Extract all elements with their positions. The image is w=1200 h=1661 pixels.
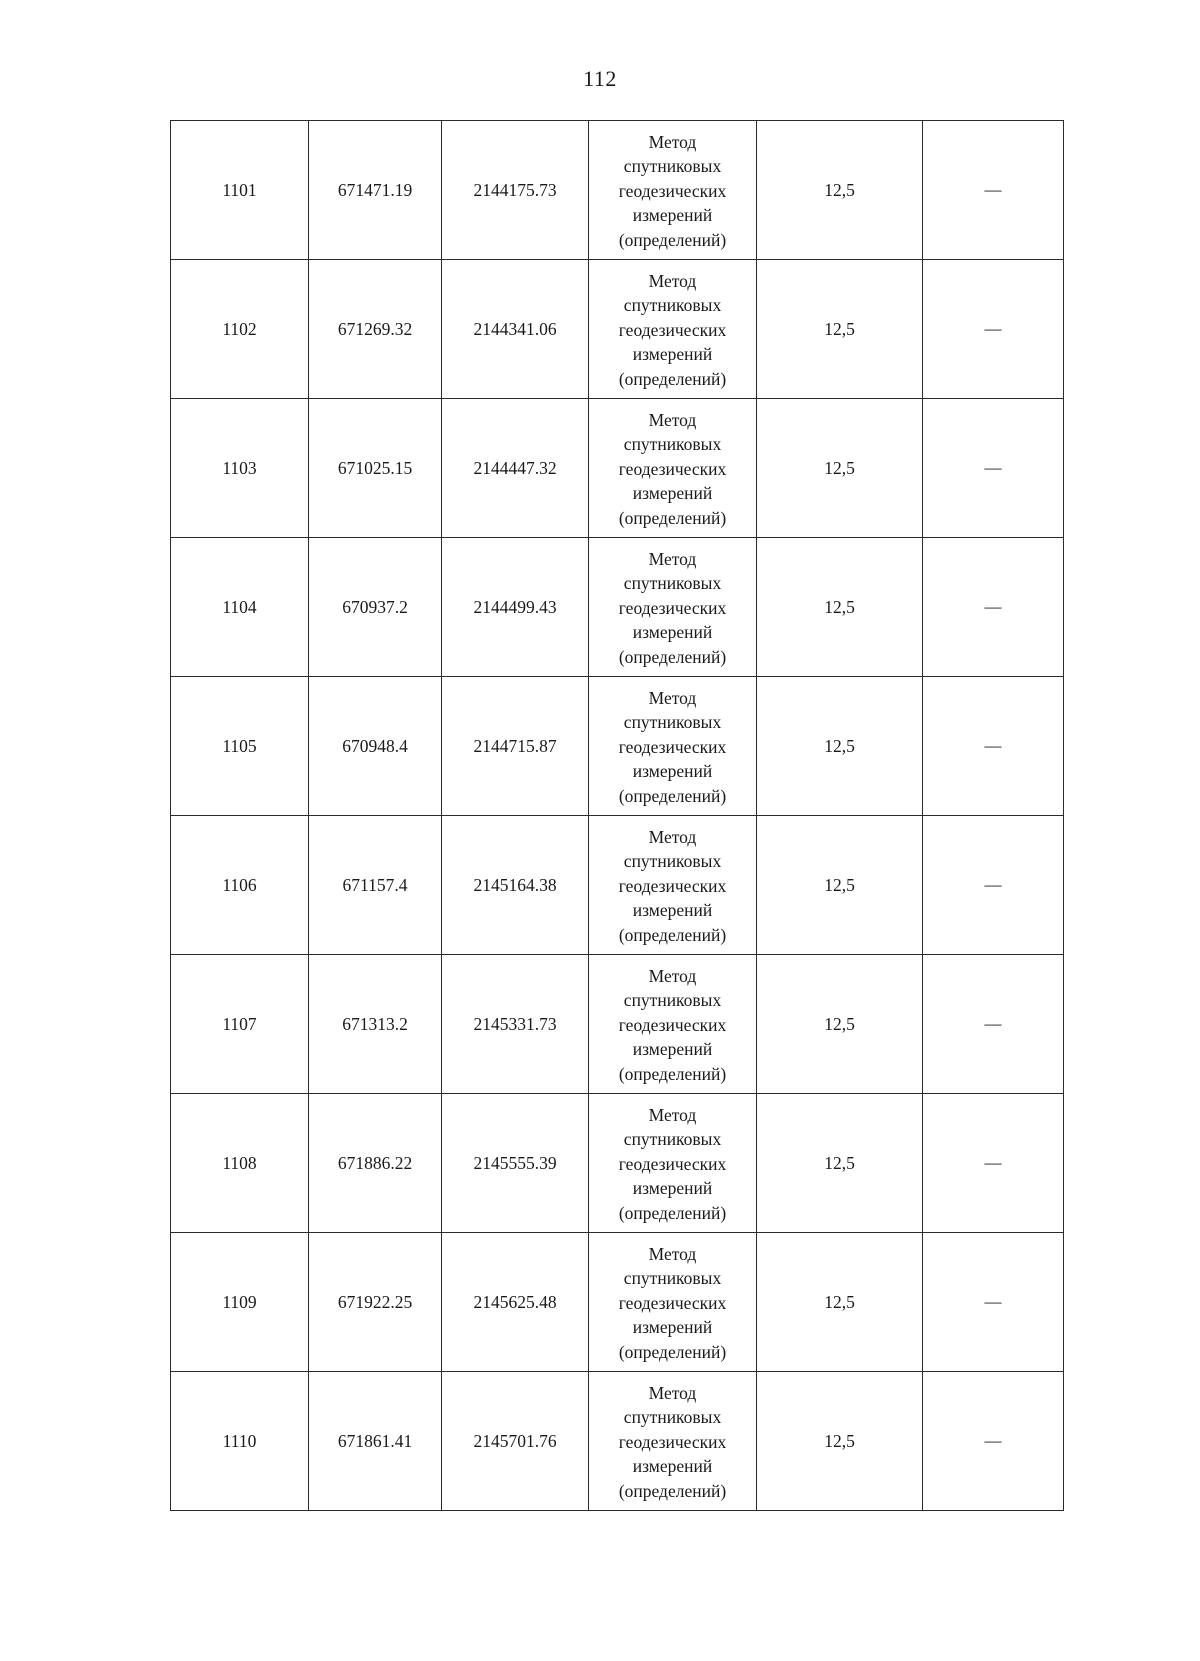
y-coordinate-cell: 2145555.39 xyxy=(442,1094,589,1233)
table-row xyxy=(171,538,1064,677)
point-number-cell: 1108 xyxy=(171,1094,309,1233)
point-number-cell: 1107 xyxy=(171,955,309,1094)
method-line: измерений xyxy=(632,1039,713,1060)
method-line: Метод xyxy=(648,1382,697,1403)
point-number-cell: 1104 xyxy=(171,538,309,677)
extra-cell xyxy=(923,955,1064,1094)
x-coordinate-cell: 671157.4 xyxy=(309,816,442,955)
method-cell xyxy=(589,260,757,399)
accuracy-cell: 12,5 xyxy=(757,538,923,677)
method-line: спутниковых xyxy=(623,573,722,594)
method-cell xyxy=(589,399,757,538)
dash-value: — xyxy=(984,1292,1002,1312)
dash-value: — xyxy=(984,736,1002,756)
method-line: геодезических xyxy=(618,1014,727,1035)
method-line: (определений) xyxy=(618,1202,727,1223)
method-line: спутниковых xyxy=(623,712,722,733)
method-line: геодезических xyxy=(618,736,727,757)
x-coordinate-cell: 671269.32 xyxy=(309,260,442,399)
method-line: геодезических xyxy=(618,1292,727,1313)
method-cell xyxy=(589,955,757,1094)
method-line: спутниковых xyxy=(623,1268,722,1289)
method-line: Метод xyxy=(648,409,697,430)
y-coordinate-cell: 2144447.32 xyxy=(442,399,589,538)
method-line: спутниковых xyxy=(623,295,722,316)
method-line: измерений xyxy=(632,761,713,782)
method-line: Метод xyxy=(648,548,697,569)
table-row xyxy=(171,260,1064,399)
table-row xyxy=(171,677,1064,816)
method-cell xyxy=(589,538,757,677)
method-line: измерений xyxy=(632,1456,713,1477)
method-line: Метод xyxy=(648,965,697,986)
method-line: Метод xyxy=(648,1243,697,1264)
accuracy-cell: 12,5 xyxy=(757,399,923,538)
dash-value: — xyxy=(984,319,1002,339)
point-number-cell: 1106 xyxy=(171,816,309,955)
method-line: измерений xyxy=(632,622,713,643)
dash-value: — xyxy=(984,1014,1002,1034)
accuracy-cell: 12,5 xyxy=(757,816,923,955)
extra-cell xyxy=(923,260,1064,399)
method-cell xyxy=(589,1233,757,1372)
point-number-cell: 1103 xyxy=(171,399,309,538)
table-row xyxy=(171,1233,1064,1372)
x-coordinate-cell: 671861.41 xyxy=(309,1372,442,1511)
method-line: спутниковых xyxy=(623,156,722,177)
accuracy-cell: 12,5 xyxy=(757,955,923,1094)
x-coordinate-cell: 671886.22 xyxy=(309,1094,442,1233)
page-number: 112 xyxy=(583,66,617,91)
table-row xyxy=(171,121,1064,260)
method-line: геодезических xyxy=(618,319,727,340)
method-line: (определений) xyxy=(618,1341,727,1362)
point-number-cell: 1105 xyxy=(171,677,309,816)
accuracy-cell: 12,5 xyxy=(757,1233,923,1372)
method-line: Метод xyxy=(648,131,697,152)
method-line: геодезических xyxy=(618,458,727,479)
method-cell xyxy=(589,121,757,260)
accuracy-cell: 12,5 xyxy=(757,260,923,399)
dash-value: — xyxy=(984,597,1002,617)
x-coordinate-cell: 671922.25 xyxy=(309,1233,442,1372)
x-coordinate-cell: 670948.4 xyxy=(309,677,442,816)
dash-value: — xyxy=(984,875,1002,895)
method-line: (определений) xyxy=(618,507,727,528)
method-line: Метод xyxy=(648,687,697,708)
method-line: измерений xyxy=(632,900,713,921)
dash-value: — xyxy=(984,458,1002,478)
point-number-cell: 1110 xyxy=(171,1372,309,1511)
method-line: Метод xyxy=(648,270,697,291)
accuracy-cell: 12,5 xyxy=(757,1372,923,1511)
y-coordinate-cell: 2145625.48 xyxy=(442,1233,589,1372)
y-coordinate-cell: 2145331.73 xyxy=(442,955,589,1094)
method-line: (определений) xyxy=(618,368,727,389)
method-line: (определений) xyxy=(618,1063,727,1084)
extra-cell xyxy=(923,1094,1064,1233)
method-line: (определений) xyxy=(618,1480,727,1501)
method-cell xyxy=(589,816,757,955)
method-line: спутниковых xyxy=(623,851,722,872)
method-line: геодезических xyxy=(618,875,727,896)
method-line: геодезических xyxy=(618,1153,727,1174)
x-coordinate-cell: 671471.19 xyxy=(309,121,442,260)
method-cell xyxy=(589,1094,757,1233)
coordinates-table-body xyxy=(171,121,1064,1511)
method-line: измерений xyxy=(632,1317,713,1338)
method-line: (определений) xyxy=(618,924,727,945)
y-coordinate-cell: 2144715.87 xyxy=(442,677,589,816)
x-coordinate-cell: 671025.15 xyxy=(309,399,442,538)
coordinates-table xyxy=(170,120,1064,1511)
method-line: (определений) xyxy=(618,646,727,667)
method-line: Метод xyxy=(648,826,697,847)
method-line: спутниковых xyxy=(623,1129,722,1150)
method-line: геодезических xyxy=(618,180,727,201)
method-line: измерений xyxy=(632,483,713,504)
y-coordinate-cell: 2144499.43 xyxy=(442,538,589,677)
method-line: измерений xyxy=(632,205,713,226)
point-number-cell: 1101 xyxy=(171,121,309,260)
extra-cell xyxy=(923,677,1064,816)
extra-cell xyxy=(923,121,1064,260)
y-coordinate-cell: 2145701.76 xyxy=(442,1372,589,1511)
method-line: измерений xyxy=(632,1178,713,1199)
table-row xyxy=(171,399,1064,538)
method-line: спутниковых xyxy=(623,434,722,455)
extra-cell xyxy=(923,399,1064,538)
table-row xyxy=(171,816,1064,955)
table-row xyxy=(171,1094,1064,1233)
method-line: спутниковых xyxy=(623,1407,722,1428)
method-line: геодезических xyxy=(618,597,727,618)
method-cell xyxy=(589,677,757,816)
dash-value: — xyxy=(984,180,1002,200)
method-line: измерений xyxy=(632,344,713,365)
extra-cell xyxy=(923,1233,1064,1372)
table-row xyxy=(171,1372,1064,1511)
extra-cell xyxy=(923,538,1064,677)
method-line: геодезических xyxy=(618,1431,727,1452)
y-coordinate-cell: 2145164.38 xyxy=(442,816,589,955)
dash-value: — xyxy=(984,1153,1002,1173)
dash-value: — xyxy=(984,1431,1002,1451)
method-line: (определений) xyxy=(618,229,727,250)
x-coordinate-cell: 670937.2 xyxy=(309,538,442,677)
point-number-cell: 1109 xyxy=(171,1233,309,1372)
point-number-cell: 1102 xyxy=(171,260,309,399)
y-coordinate-cell: 2144341.06 xyxy=(442,260,589,399)
method-line: спутниковых xyxy=(623,990,722,1011)
x-coordinate-cell: 671313.2 xyxy=(309,955,442,1094)
extra-cell xyxy=(923,1372,1064,1511)
accuracy-cell: 12,5 xyxy=(757,677,923,816)
method-line: Метод xyxy=(648,1104,697,1125)
table-row xyxy=(171,955,1064,1094)
y-coordinate-cell: 2144175.73 xyxy=(442,121,589,260)
extra-cell xyxy=(923,816,1064,955)
method-cell xyxy=(589,1372,757,1511)
method-line: (определений) xyxy=(618,785,727,806)
accuracy-cell: 12,5 xyxy=(757,1094,923,1233)
accuracy-cell: 12,5 xyxy=(757,121,923,260)
